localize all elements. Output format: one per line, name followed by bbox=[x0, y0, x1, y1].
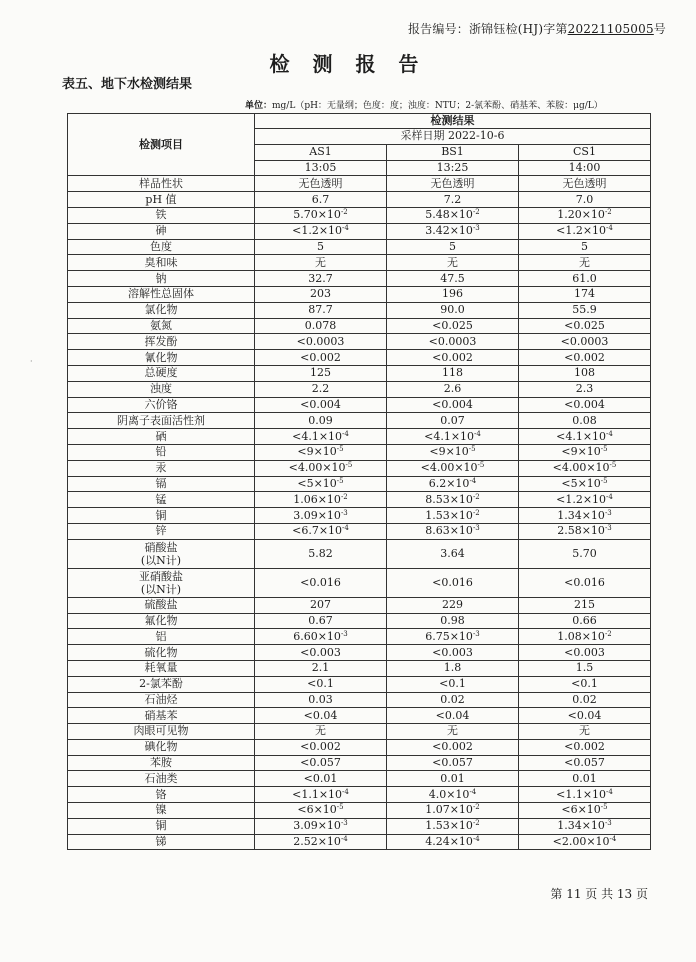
item-name: 硝基苯 bbox=[68, 708, 255, 724]
result-value: <0.1 bbox=[519, 676, 651, 692]
result-value: <0.057 bbox=[387, 755, 519, 771]
result-value: <0.025 bbox=[519, 318, 651, 334]
report-number-value: 20221105005 bbox=[567, 22, 654, 36]
item-name: 硝酸盐 (以N计) bbox=[68, 539, 255, 568]
result-value: 0.67 bbox=[255, 613, 387, 629]
result-value: 0.078 bbox=[255, 318, 387, 334]
table-row bbox=[68, 302, 651, 318]
result-header: 检测结果 bbox=[255, 114, 651, 129]
item-name: 砷 bbox=[68, 223, 255, 239]
result-value: $<4.00\times 10^{-5}$ bbox=[387, 460, 519, 476]
result-value: $<1.2\times 10^{-4}$ bbox=[255, 223, 387, 239]
item-name: 钠 bbox=[68, 271, 255, 287]
item-name: 浊度 bbox=[68, 381, 255, 397]
result-value: <0.0003 bbox=[387, 334, 519, 350]
item-name: 锰 bbox=[68, 492, 255, 508]
units-label: 单位： bbox=[245, 101, 273, 111]
item-name: 样品性状 bbox=[68, 176, 255, 192]
item-name: 铁 bbox=[68, 207, 255, 223]
result-value: 55.9 bbox=[519, 302, 651, 318]
table-row bbox=[68, 613, 651, 629]
result-value: 0.98 bbox=[387, 613, 519, 629]
result-value: 无 bbox=[387, 724, 519, 740]
result-value: 无色透明 bbox=[519, 176, 651, 192]
result-value: <0.002 bbox=[519, 739, 651, 755]
result-value: <0.002 bbox=[519, 350, 651, 366]
result-value: 0.08 bbox=[519, 413, 651, 429]
item-name: 锑 bbox=[68, 834, 255, 850]
result-value: <0.004 bbox=[387, 397, 519, 413]
item-name: 铝 bbox=[68, 629, 255, 645]
table-row bbox=[68, 255, 651, 271]
item-name: 碘化物 bbox=[68, 739, 255, 755]
table-row bbox=[68, 508, 651, 524]
item-name: 氟化物 bbox=[68, 613, 255, 629]
item-name: 阴离子表面活性剂 bbox=[68, 413, 255, 429]
item-name: 溶解性总固体 bbox=[68, 286, 255, 302]
table-row bbox=[68, 318, 651, 334]
site-header: BS1 bbox=[387, 144, 519, 160]
table-row bbox=[68, 239, 651, 255]
item-name: 耗氧量 bbox=[68, 660, 255, 676]
result-value: $2.52\times 10^{-4}$ bbox=[255, 834, 387, 850]
result-value: <0.003 bbox=[519, 645, 651, 661]
result-value: $<6\times 10^{-5}$ bbox=[519, 803, 651, 819]
result-value: <0.002 bbox=[387, 739, 519, 755]
item-name: 硫化物 bbox=[68, 645, 255, 661]
item-name: 肉眼可见物 bbox=[68, 724, 255, 740]
result-value: $6.60\times 10^{-3}$ bbox=[255, 629, 387, 645]
result-value: <0.04 bbox=[387, 708, 519, 724]
result-value: 7.2 bbox=[387, 192, 519, 208]
result-value: <0.057 bbox=[255, 755, 387, 771]
time-header: 13:05 bbox=[255, 160, 387, 176]
table-row bbox=[68, 286, 651, 302]
result-value: 5.82 bbox=[255, 539, 387, 568]
result-value: $<9\times 10^{-5}$ bbox=[255, 444, 387, 460]
result-value: 无色透明 bbox=[387, 176, 519, 192]
report-number bbox=[408, 20, 666, 37]
table-row bbox=[68, 708, 651, 724]
table-row bbox=[68, 834, 651, 850]
item-name: 铬 bbox=[68, 787, 255, 803]
result-value: $1.08\times 10^{-2}$ bbox=[519, 629, 651, 645]
item-header: 检测项目 bbox=[68, 114, 255, 176]
result-value: 203 bbox=[255, 286, 387, 302]
result-value: 215 bbox=[519, 597, 651, 613]
result-value: <0.0003 bbox=[519, 334, 651, 350]
table-row bbox=[68, 629, 651, 645]
result-value: 2.1 bbox=[255, 660, 387, 676]
margin-mark: · bbox=[30, 357, 33, 366]
table-row bbox=[68, 176, 651, 192]
table-row bbox=[68, 397, 651, 413]
result-value: 196 bbox=[387, 286, 519, 302]
item-name: 臭和味 bbox=[68, 255, 255, 271]
result-value: $4.24\times 10^{-4}$ bbox=[387, 834, 519, 850]
time-header: 13:25 bbox=[387, 160, 519, 176]
result-value: 2.6 bbox=[387, 381, 519, 397]
site-header: CS1 bbox=[519, 144, 651, 160]
item-name: 色度 bbox=[68, 239, 255, 255]
result-value: <0.002 bbox=[255, 350, 387, 366]
table-row bbox=[68, 207, 651, 223]
result-value: $6.75\times 10^{-3}$ bbox=[387, 629, 519, 645]
table-row bbox=[68, 539, 651, 568]
table-row bbox=[68, 365, 651, 381]
table-row bbox=[68, 334, 651, 350]
result-value: 6.7 bbox=[255, 192, 387, 208]
result-value: $<1.2\times 10^{-4}$ bbox=[519, 223, 651, 239]
result-value: $2.58\times 10^{-3}$ bbox=[519, 523, 651, 539]
result-value: 1.5 bbox=[519, 660, 651, 676]
item-name: pH 值 bbox=[68, 192, 255, 208]
result-value: $1.20\times 10^{-2}$ bbox=[519, 207, 651, 223]
site-header: AS1 bbox=[255, 144, 387, 160]
result-value: 108 bbox=[519, 365, 651, 381]
result-value: 1.8 bbox=[387, 660, 519, 676]
result-value: $3.09\times 10^{-3}$ bbox=[255, 818, 387, 834]
result-value: <0.04 bbox=[255, 708, 387, 724]
result-value: 3.64 bbox=[387, 539, 519, 568]
result-value: $<1.2\times 10^{-4}$ bbox=[519, 492, 651, 508]
result-value: $1.53\times 10^{-2}$ bbox=[387, 508, 519, 524]
result-value: $<6.7\times 10^{-4}$ bbox=[255, 523, 387, 539]
table-row bbox=[68, 597, 651, 613]
result-value: 无 bbox=[255, 724, 387, 740]
report-number-label: 报告编号：浙锦钰检(HJ)字第 bbox=[407, 22, 568, 36]
result-value: $<1.1\times 10^{-4}$ bbox=[255, 787, 387, 803]
result-value: $<4.00\times 10^{-5}$ bbox=[255, 460, 387, 476]
table-row bbox=[68, 271, 651, 287]
item-name: 氰化物 bbox=[68, 350, 255, 366]
table-row bbox=[68, 568, 651, 597]
sample-date: 采样日期 2022-10-6 bbox=[255, 129, 651, 145]
table-row bbox=[68, 523, 651, 539]
result-value: <0.1 bbox=[255, 676, 387, 692]
result-value: $<4.1\times 10^{-4}$ bbox=[519, 429, 651, 445]
result-value: 5 bbox=[519, 239, 651, 255]
report-number-suffix: 号 bbox=[653, 22, 666, 36]
result-value: 无 bbox=[255, 255, 387, 271]
results-body bbox=[68, 176, 651, 850]
result-value: 0.07 bbox=[387, 413, 519, 429]
result-value: $<9\times 10^{-5}$ bbox=[387, 444, 519, 460]
table-row bbox=[68, 460, 651, 476]
item-name: 锌 bbox=[68, 523, 255, 539]
item-name: 铅 bbox=[68, 444, 255, 460]
result-value: $<4.00\times 10^{-5}$ bbox=[519, 460, 651, 476]
result-value: $8.53\times 10^{-2}$ bbox=[387, 492, 519, 508]
result-value: <0.04 bbox=[519, 708, 651, 724]
result-value: 无色透明 bbox=[255, 176, 387, 192]
item-name: 总硬度 bbox=[68, 365, 255, 381]
result-value: <0.004 bbox=[255, 397, 387, 413]
table-row bbox=[68, 476, 651, 492]
item-name: 六价铬 bbox=[68, 397, 255, 413]
result-value: 47.5 bbox=[387, 271, 519, 287]
result-value: <0.016 bbox=[519, 568, 651, 597]
result-value: 229 bbox=[387, 597, 519, 613]
table-row bbox=[68, 818, 651, 834]
result-value: <0.003 bbox=[255, 645, 387, 661]
table-row bbox=[68, 350, 651, 366]
item-name: 苯胺 bbox=[68, 755, 255, 771]
result-value: 207 bbox=[255, 597, 387, 613]
table-row bbox=[68, 660, 651, 676]
table-row bbox=[68, 645, 651, 661]
result-value: $<5\times 10^{-5}$ bbox=[519, 476, 651, 492]
item-name: 氯化物 bbox=[68, 302, 255, 318]
result-value: 无 bbox=[387, 255, 519, 271]
result-value: 2.3 bbox=[519, 381, 651, 397]
item-name: 汞 bbox=[68, 460, 255, 476]
result-value: 0.09 bbox=[255, 413, 387, 429]
table-row bbox=[68, 381, 651, 397]
table-row bbox=[68, 223, 651, 239]
item-name: 镉 bbox=[68, 476, 255, 492]
result-value: <0.004 bbox=[519, 397, 651, 413]
result-value: $<4.1\times 10^{-4}$ bbox=[387, 429, 519, 445]
result-value: 0.02 bbox=[387, 692, 519, 708]
result-value: 无 bbox=[519, 724, 651, 740]
table-row bbox=[68, 492, 651, 508]
item-name: 挥发酚 bbox=[68, 334, 255, 350]
result-value: $<1.1\times 10^{-4}$ bbox=[519, 787, 651, 803]
units-note bbox=[245, 98, 650, 111]
table-caption: 表五、地下水检测结果 bbox=[62, 77, 193, 92]
result-value: 125 bbox=[255, 365, 387, 381]
result-value: 0.01 bbox=[387, 771, 519, 787]
result-value: $4.0\times 10^{-4}$ bbox=[387, 787, 519, 803]
result-value: $3.09\times 10^{-3}$ bbox=[255, 508, 387, 524]
result-value: $8.63\times 10^{-3}$ bbox=[387, 523, 519, 539]
result-value: 2.2 bbox=[255, 381, 387, 397]
result-value: $<9\times 10^{-5}$ bbox=[519, 444, 651, 460]
result-value: 0.03 bbox=[255, 692, 387, 708]
result-value: 90.0 bbox=[387, 302, 519, 318]
result-value: <0.016 bbox=[255, 568, 387, 597]
result-value: $1.34\times 10^{-3}$ bbox=[519, 818, 651, 834]
result-value: <0.016 bbox=[387, 568, 519, 597]
result-value: 5.70 bbox=[519, 539, 651, 568]
result-value: $1.34\times 10^{-3}$ bbox=[519, 508, 651, 524]
item-name: 氨氮 bbox=[68, 318, 255, 334]
units-text: mg/L（pH：无量纲；色度：度；浊度：NTU；2-氯苯酚、硝基苯、苯胺：μg/L） bbox=[272, 101, 603, 111]
result-value: <0.003 bbox=[387, 645, 519, 661]
item-name: 亚硝酸盐 (以N计) bbox=[68, 568, 255, 597]
result-value: $5.48\times 10^{-2}$ bbox=[387, 207, 519, 223]
result-value: $1.07\times 10^{-2}$ bbox=[387, 803, 519, 819]
result-value: <0.01 bbox=[255, 771, 387, 787]
table-row bbox=[68, 803, 651, 819]
item-name: 铜 bbox=[68, 508, 255, 524]
result-value: $1.06\times 10^{-2}$ bbox=[255, 492, 387, 508]
result-value: 32.7 bbox=[255, 271, 387, 287]
result-value: <0.025 bbox=[387, 318, 519, 334]
result-value: <0.0003 bbox=[255, 334, 387, 350]
table-row bbox=[68, 755, 651, 771]
table-row bbox=[68, 787, 651, 803]
page-title: 检 测 报 告 bbox=[269, 52, 427, 76]
item-name: 2-氯苯酚 bbox=[68, 676, 255, 692]
result-value: $<5\times 10^{-5}$ bbox=[255, 476, 387, 492]
results-table bbox=[67, 113, 651, 850]
result-value: 7.0 bbox=[519, 192, 651, 208]
item-name: 硒 bbox=[68, 429, 255, 445]
table-row bbox=[68, 692, 651, 708]
result-value: $<6\times 10^{-5}$ bbox=[255, 803, 387, 819]
result-value: $<4.1\times 10^{-4}$ bbox=[255, 429, 387, 445]
table-row bbox=[68, 771, 651, 787]
table-row bbox=[68, 429, 651, 445]
result-value: 118 bbox=[387, 365, 519, 381]
result-value: 0.01 bbox=[519, 771, 651, 787]
result-value: $1.53\times 10^{-2}$ bbox=[387, 818, 519, 834]
result-value: 0.02 bbox=[519, 692, 651, 708]
result-value: <0.002 bbox=[255, 739, 387, 755]
result-value: 174 bbox=[519, 286, 651, 302]
result-value: 87.7 bbox=[255, 302, 387, 318]
table-row bbox=[68, 739, 651, 755]
page-number: 第 11 页 共 13 页 bbox=[550, 887, 648, 901]
result-value: 0.66 bbox=[519, 613, 651, 629]
table-row bbox=[68, 413, 651, 429]
item-name: 石油类 bbox=[68, 771, 255, 787]
result-value: <0.002 bbox=[387, 350, 519, 366]
result-value: $5.70\times 10^{-2}$ bbox=[255, 207, 387, 223]
time-header: 14:00 bbox=[519, 160, 651, 176]
result-value: $<2.00\times 10^{-4}$ bbox=[519, 834, 651, 850]
table-row bbox=[68, 192, 651, 208]
result-value: <0.057 bbox=[519, 755, 651, 771]
result-value: 5 bbox=[387, 239, 519, 255]
table-row bbox=[68, 444, 651, 460]
table-row bbox=[68, 724, 651, 740]
item-name: 硫酸盐 bbox=[68, 597, 255, 613]
result-value: $6.2\times 10^{-4}$ bbox=[387, 476, 519, 492]
table-row bbox=[68, 676, 651, 692]
result-value: 无 bbox=[519, 255, 651, 271]
result-value: 5 bbox=[255, 239, 387, 255]
item-name: 石油烃 bbox=[68, 692, 255, 708]
result-value: <0.1 bbox=[387, 676, 519, 692]
result-value: $3.42\times 10^{-3}$ bbox=[387, 223, 519, 239]
result-value: 61.0 bbox=[519, 271, 651, 287]
item-name: 镍 bbox=[68, 803, 255, 819]
item-name: 铜 bbox=[68, 818, 255, 834]
